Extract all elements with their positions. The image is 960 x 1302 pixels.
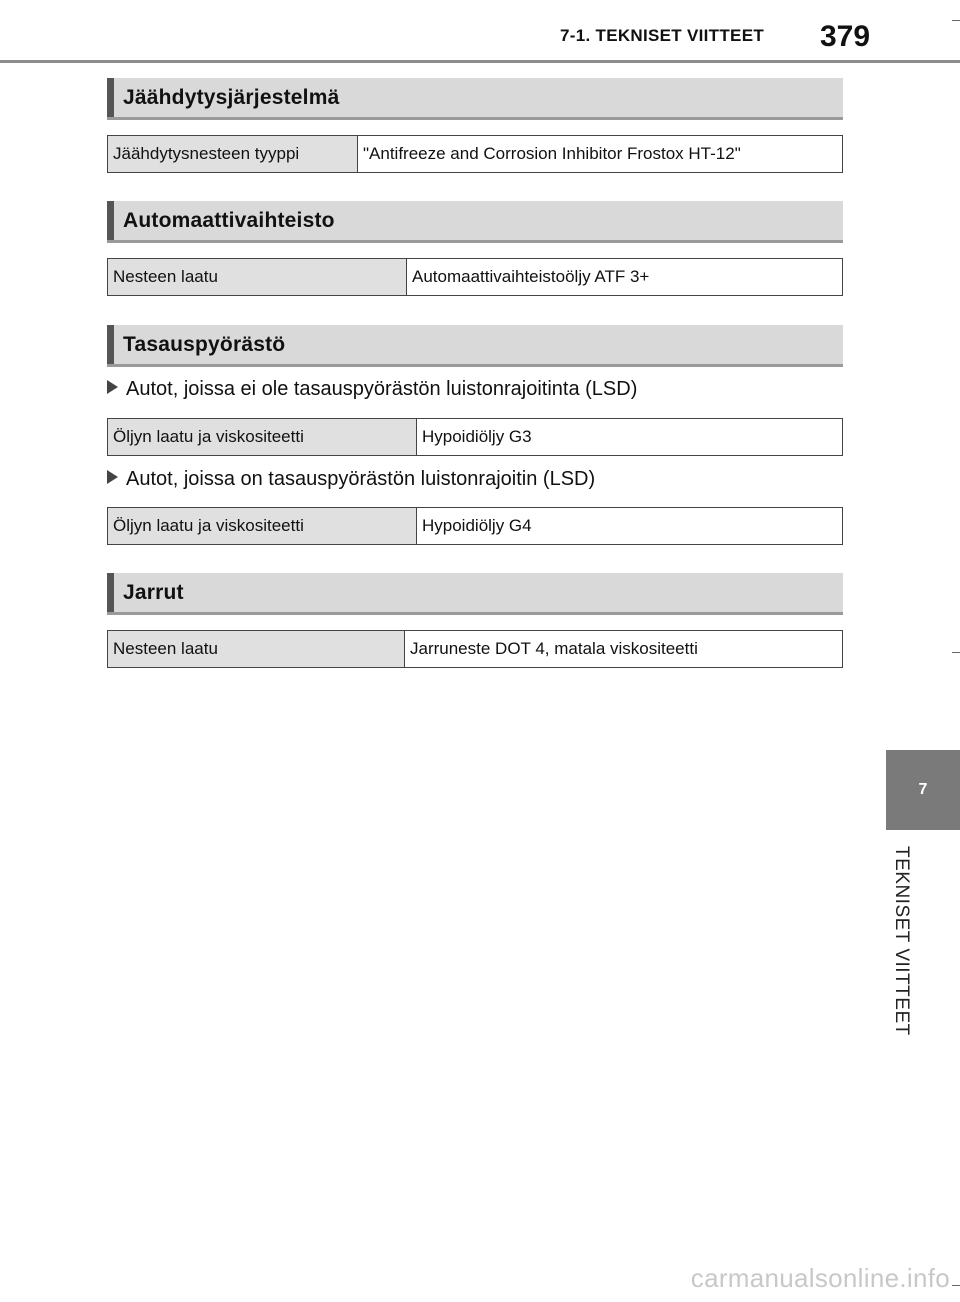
section-heading-brakes: [107, 573, 843, 615]
spec-value: Automaattivaihteistoöljy ATF 3+: [412, 267, 650, 286]
page-number: 379: [820, 20, 871, 53]
crop-mark: [952, 652, 960, 653]
spec-row-transmission-fluid: [107, 258, 843, 296]
heading-accent-bar: [107, 201, 114, 240]
chapter-tab[interactable]: 7: [886, 750, 960, 830]
bullet-text: Autot, joissa on tasauspyörästön luistonrajoitin (LSD): [126, 468, 596, 490]
section-heading-differential: [107, 325, 843, 367]
bullet-with-lsd: [107, 468, 595, 491]
section-heading-cooling: [107, 78, 843, 120]
crop-mark: [952, 1285, 960, 1286]
bullet-text: Autot, joissa ei ole tasauspyörästön luistonrajoitinta (LSD): [126, 378, 638, 400]
spec-value: Hypoidiöljy G4: [422, 516, 532, 535]
header-divider: [0, 60, 960, 63]
spec-row-oil-no-lsd: [107, 418, 843, 456]
triangle-bullet-icon: [107, 380, 118, 394]
triangle-bullet-icon: [107, 470, 118, 484]
spec-label: Jäähdytysnesteen tyyppi: [108, 136, 358, 172]
spec-label: Nesteen laatu: [108, 631, 405, 667]
spec-value: "Antifreeze and Corrosion Inhibitor Frostox HT-12": [363, 144, 741, 163]
chapter-side-label: TEKNISET VIITTEET: [891, 846, 912, 1036]
spec-value: Jarruneste DOT 4, matala viskositeetti: [410, 639, 698, 658]
section-heading-transmission: [107, 201, 843, 243]
spec-label: Öljyn laatu ja viskositeetti: [108, 419, 417, 455]
heading-accent-bar: [107, 573, 114, 612]
section-title: Tasauspyörästö: [123, 333, 286, 356]
chapter-title: 7-1. TEKNISET VIITTEET: [560, 26, 765, 45]
watermark: carmanualsonline.info: [690, 1263, 950, 1293]
spec-label: Öljyn laatu ja viskositeetti: [108, 508, 417, 544]
section-title: Automaattivaihteisto: [123, 209, 335, 232]
heading-accent-bar: [107, 325, 114, 364]
spec-value: Hypoidiöljy G3: [422, 427, 532, 446]
bullet-no-lsd: [107, 378, 637, 401]
section-title: Jarrut: [123, 581, 184, 604]
spec-label: Nesteen laatu: [108, 259, 407, 295]
section-title: Jäähdytysjärjestelmä: [123, 86, 340, 109]
spec-row-brake-fluid: [107, 630, 843, 668]
spec-row-oil-with-lsd: [107, 507, 843, 545]
spec-row-coolant: [107, 135, 843, 173]
crop-mark: [952, 20, 960, 21]
heading-accent-bar: [107, 78, 114, 117]
